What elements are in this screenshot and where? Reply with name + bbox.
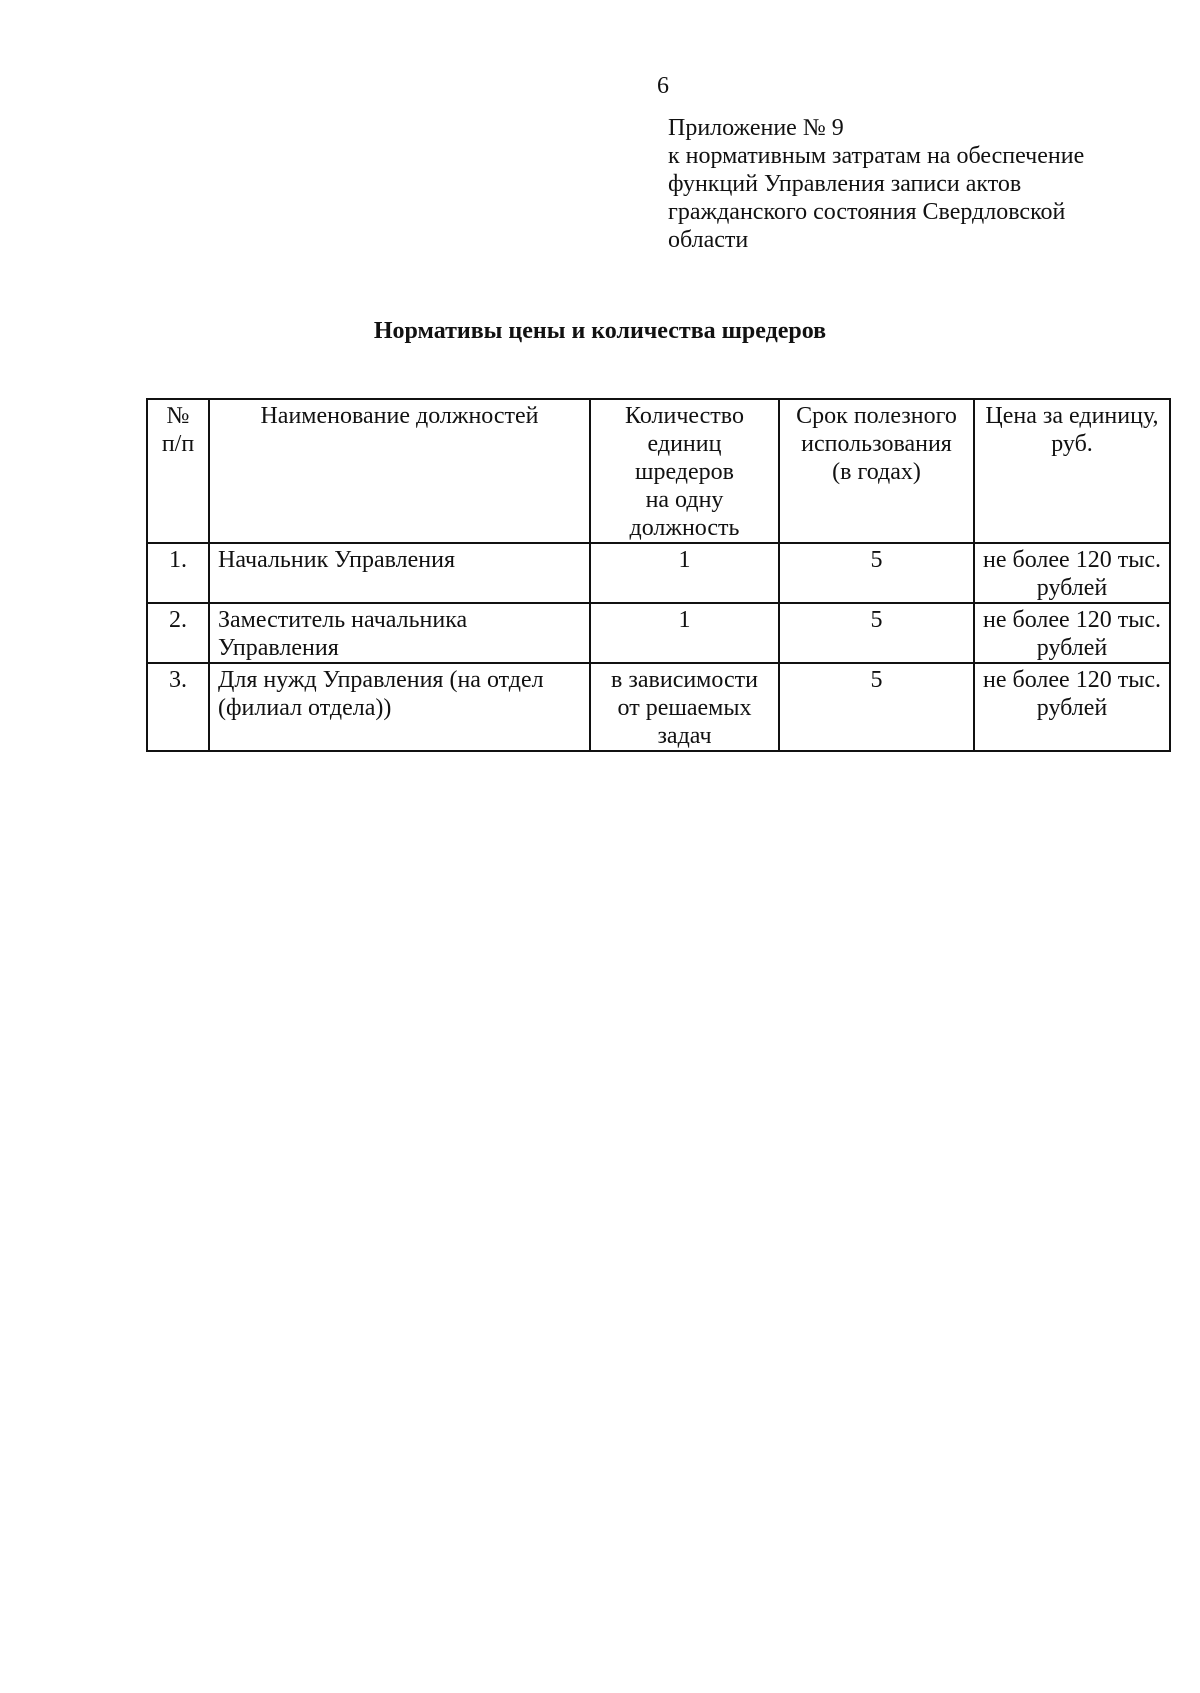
header-num-line: п/п bbox=[161, 431, 195, 457]
header-position bbox=[209, 399, 590, 543]
cell-quantity: 1 bbox=[590, 603, 779, 663]
appendix-line: Приложение № 9 bbox=[668, 115, 844, 141]
header-quantity-line: единиц bbox=[647, 431, 722, 457]
header-term-line: (в годах) bbox=[832, 459, 921, 485]
header-price bbox=[974, 399, 1170, 543]
cell-quantity: 1 bbox=[590, 543, 779, 603]
cell-price: не более 120 тыс. рублей bbox=[974, 603, 1170, 663]
table-row bbox=[147, 663, 1170, 751]
header-term-line: Срок полезного bbox=[796, 403, 957, 429]
appendix-line: функций Управления записи актов bbox=[668, 171, 1022, 197]
header-quantity-line: должность bbox=[629, 515, 740, 541]
header-quantity bbox=[590, 399, 779, 543]
appendix-reference bbox=[668, 114, 1138, 254]
header-term-line: использования bbox=[801, 431, 952, 457]
table-header-row bbox=[147, 399, 1170, 543]
cell-price: не более 120 тыс. рублей bbox=[974, 543, 1170, 603]
norms-table bbox=[146, 398, 1171, 752]
cell-num: 3. bbox=[147, 663, 209, 751]
header-quantity-line: шредеров bbox=[634, 459, 734, 485]
page-number: 6 bbox=[657, 73, 669, 99]
cell-position: Заместитель начальника Управления bbox=[209, 603, 590, 663]
table-row bbox=[147, 603, 1170, 663]
appendix-line: области bbox=[668, 227, 749, 253]
header-position-line: Наименование должностей bbox=[260, 403, 539, 429]
cell-position: Начальник Управления bbox=[209, 543, 590, 603]
header-quantity-line: на одну bbox=[645, 487, 724, 513]
appendix-line: гражданского состояния Свердловской bbox=[668, 199, 1066, 225]
document-title: Нормативы цены и количества шредеров bbox=[373, 318, 827, 344]
header-quantity-line: Количество bbox=[625, 403, 744, 429]
cell-price: не более 120 тыс. рублей bbox=[974, 663, 1170, 751]
header-price-line: Цена за единицу, bbox=[985, 403, 1159, 429]
cell-term: 5 bbox=[779, 603, 974, 663]
header-num bbox=[147, 399, 209, 543]
cell-num: 2. bbox=[147, 603, 209, 663]
cell-term: 5 bbox=[779, 663, 974, 751]
table-row bbox=[147, 543, 1170, 603]
cell-term: 5 bbox=[779, 543, 974, 603]
appendix-line: к нормативным затратам на обеспечение bbox=[668, 143, 1085, 169]
cell-position: Для нужд Управления (на отдел (филиал отдела)) bbox=[209, 663, 590, 751]
header-price-line: руб. bbox=[1051, 431, 1093, 457]
cell-quantity: в зависимости от решаемых задач bbox=[590, 663, 779, 751]
cell-num: 1. bbox=[147, 543, 209, 603]
header-num-line: № bbox=[166, 403, 190, 429]
header-term bbox=[779, 399, 974, 543]
